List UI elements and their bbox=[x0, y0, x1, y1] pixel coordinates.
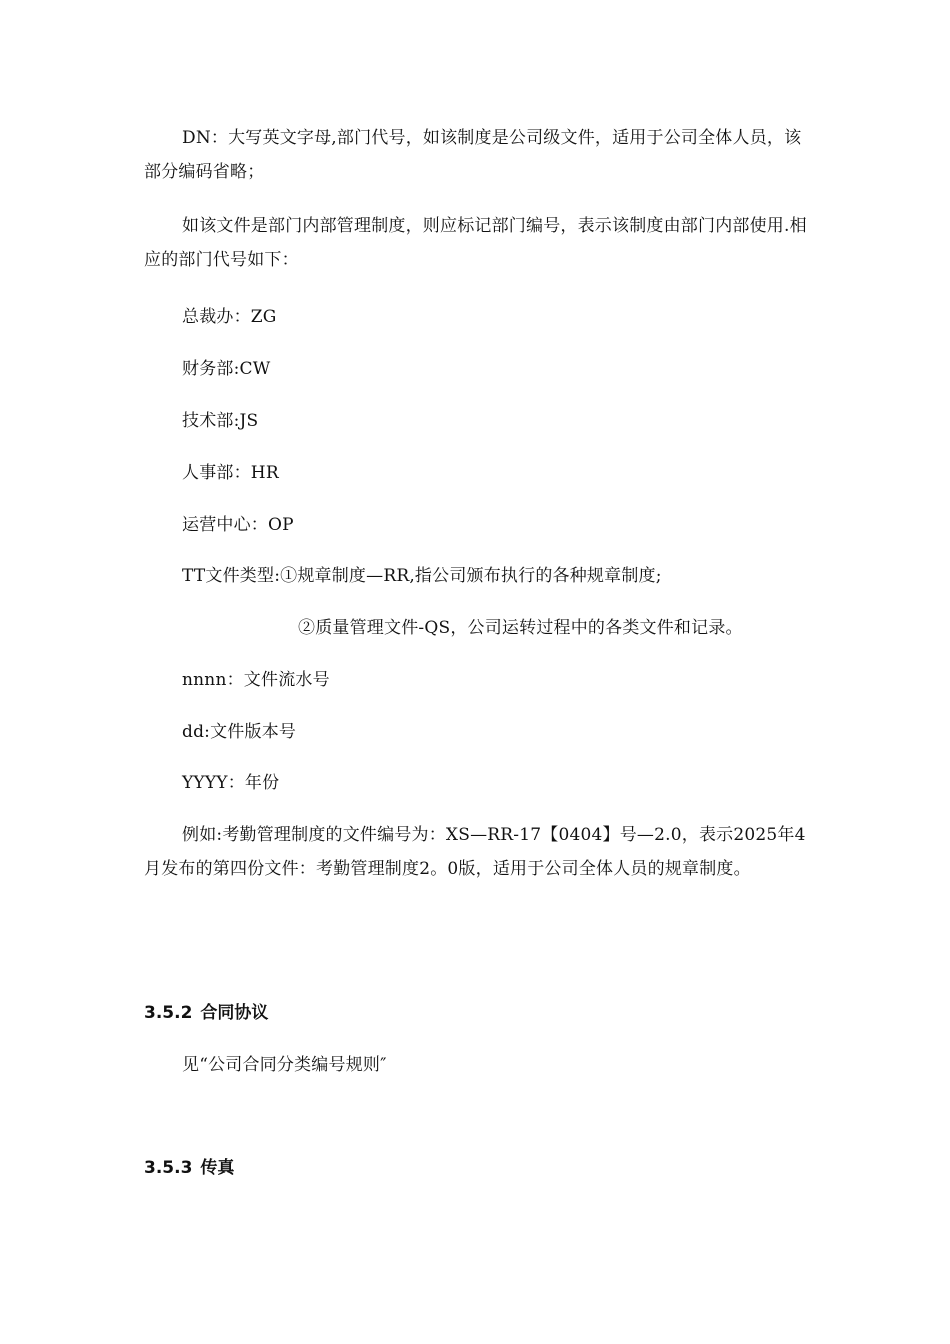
field-dd: dd:文件版本号 bbox=[182, 722, 297, 742]
dept-code-js: 技术部:JS bbox=[182, 411, 259, 431]
section-heading-3-5-3 bbox=[144, 1156, 242, 1180]
field-yyyy: YYYY：年份 bbox=[182, 773, 280, 793]
section-number: 3.5.2 bbox=[144, 1003, 193, 1023]
dept-code-cw: 财务部:CW bbox=[182, 359, 271, 379]
section-heading-3-5-2 bbox=[144, 1001, 276, 1025]
dept-code-op: 运营中心：OP bbox=[182, 515, 294, 535]
paragraph-dn-definition: DN：大写英文字母,部门代号，如该制度是公司级文件，适用于公司全体人员，该部分编码省略； bbox=[144, 128, 802, 182]
section-title: 传真 bbox=[200, 1158, 235, 1178]
section-number: 3.5.3 bbox=[144, 1158, 193, 1178]
paragraph-example: 例如:考勤管理制度的文件编号为：XS—RR-17【0404】号—2.0，表示2025年4月发布的第四份文件：考勤管理制度2。0版，适用于公司全体人员的规章制度。 bbox=[144, 825, 806, 879]
section-3-5-2-body: 见“公司合同分类编号规则″ bbox=[182, 1055, 387, 1075]
section-title: 合同协议 bbox=[200, 1003, 269, 1023]
doc-type-qs: ②质量管理文件-QS，公司运转过程中的各类文件和记录。 bbox=[298, 618, 743, 638]
paragraph-dept-intro: 如该文件是部门内部管理制度，则应标记部门编号，表示该制度由部门内部使用.相应的部门代号如下： bbox=[144, 216, 807, 270]
field-nnnn: nnnn：文件流水号 bbox=[182, 670, 330, 690]
dept-code-hr: 人事部：HR bbox=[182, 463, 279, 483]
doc-type-rr: TT文件类型:①规章制度—RR,指公司颁布执行的各种规章制度; bbox=[182, 566, 662, 586]
dept-code-zg: 总裁办：ZG bbox=[182, 307, 277, 327]
